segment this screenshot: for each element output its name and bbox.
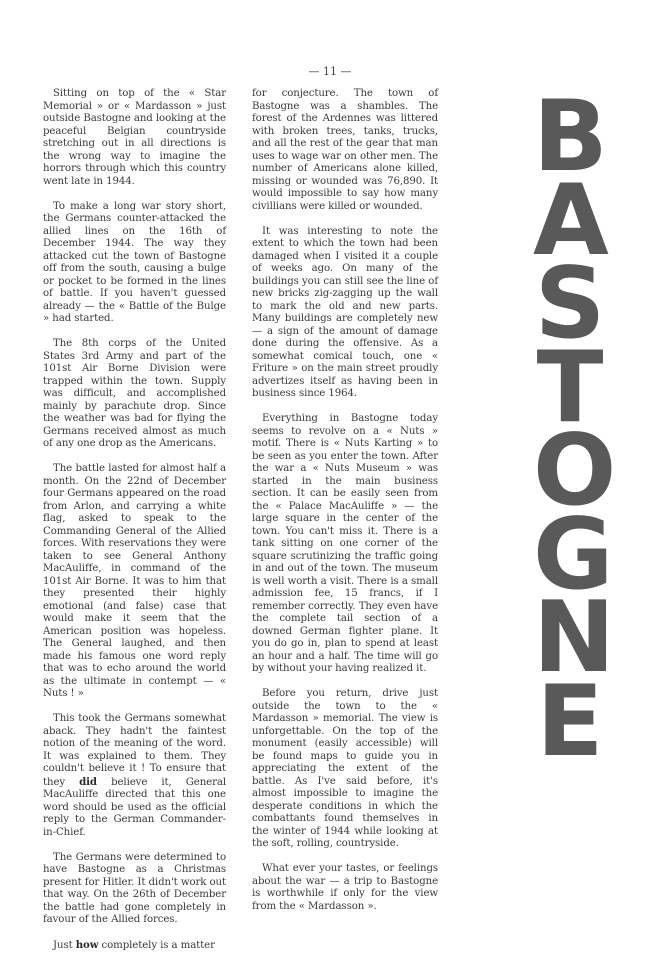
title-letter: A	[533, 163, 609, 278]
text-segment: Just	[53, 940, 76, 951]
paragraph-battle-lasted: The battle lasted for almost half a month. On the 22nd of December four Germans appeared on the road from Arlon, and carrying a white flag, asked to speak to the Commanding General of the Allied forces. With reservations they were taken to see General Anthony MacAuliffe, in command of the 101st Air Borne. It was to him that they presented their highly emotional (and false) case that would make it seem that the American position was hopeless. The General laughed, and then made his famous one word reply that was to echo around the world as the ultimate in contempt — « Nuts ! »	[43, 463, 226, 699]
paragraph-nuts-motif: Everything in Bastogne today seems to revolve on a « Nuts » motif. There is « Nuts Karting » to be seen as you enter the town. After the war a « Nuts Museum » was started in the main business section. It can be easily seen from the « Palace MacAuliffe » — the large square in the center of the town. You can't miss it. There is a tank sitting on one corner of the square scrutinizing the traffic going in and out of the town. The museum is well worth a visit. There is a small admission fee, 15 francs, if I remember correctly. They even have the complete tail section of a downed German fighter plane. It you do go in, plan to spend at least an hour and a half. The time will go by without your having realized it.	[252, 413, 438, 674]
title-letter: T	[536, 330, 604, 445]
text-segment: This took the Germans somewhat aback. They hadn't the faintest notion of the meaning of the word. It was explained to them. They couldn't believe it ! To ensure that they	[43, 713, 226, 788]
title-letter: N	[533, 581, 616, 695]
title-letter: O	[533, 414, 617, 528]
emphasis-how: how	[75, 939, 99, 951]
title-letter: B	[533, 80, 608, 194]
text-segment: completely is a matter	[98, 940, 215, 951]
paragraph-just-how	[43, 939, 226, 953]
paragraph-star-memorial: Sitting on top of the « Star Memorial » or « Mardasson » just outside Bastogne and looking at the peaceful Belgian countryside stretching out in all directions is the wrong way to imagine the horrors through which this country went late in 1944.	[43, 88, 226, 187]
paragraph-christmas-present: The Germans were determined to have Bastogne as a Christmas present for Hitler. It didn't work out that way. On the 26th of December the battle had gone completely in favour of the Allied forces.	[43, 851, 226, 925]
paragraph-conclusion: What ever your tastes, or feelings about the war — a trip to Bastogne is worthwhile if only for the view from the « Mardasson ».	[252, 863, 438, 912]
title-letter: E	[536, 664, 604, 779]
article-column-left	[43, 88, 226, 953]
paragraph-8th-corps: The 8th corps of the United States 3rd Army and part of the 101st Air Borne Division were trapped within the town. Supply was difficult, and accomplished mainly by parachute drop. Since the weather was bad for flying the Germans received almost as much of any one drop as the Americans.	[43, 338, 226, 449]
paragraph-counter-attack: To make a long war story short, the Germans counter-attacked the allied lines on the 16th of December 1944. The way they attacked cut the town of Bastogne off from the south, causing a bulge or pocket to be formed in the lines of battle. If you haven't guessed already — the « Battle of the Bulge » had started.	[43, 200, 226, 324]
vertical-title	[533, 80, 617, 779]
paragraph-germans-aback	[43, 713, 226, 839]
article-column-middle	[252, 88, 438, 913]
text-segment: believe it, General MacAuliffe directed that this one word should be used as the official reply to the German Commander-in-Chief.	[43, 776, 226, 838]
page-number: — 11 —	[308, 65, 352, 78]
title-letter: G	[533, 497, 614, 612]
paragraph-mardasson-memorial: Before you return, drive just outside the town to the « Mardasson » memorial. The view is unforgettable. On the top of the monument (easily accessible) will be found maps to guide you in appreciating the extent of the battle. As I've said before, it's almost impossible to imagine the desperate conditions in which the combattants found themselves in the winter of 1944 while looking at the soft, rolling, countryside.	[252, 688, 438, 849]
emphasis-did: did	[79, 775, 97, 788]
paragraph-conjecture: for conjecture. The town of Bastogne was a shambles. The forest of the Ardennes was littered with broken trees, tanks, trucks, and all the rest of the gear that man uses to wage war on other men. The number of Americans alone killed, missing or wounded was 76,890. It would impossible to say how many civillians were killed or wounded.	[252, 88, 438, 212]
title-letter: S	[534, 247, 606, 361]
paragraph-damage: It was interesting to note the extent to which the town had been damaged when I visited it a couple of weeks ago. On many of the buildings you can still see the line of new bricks zig-zagging up the wall to mark the old and new parts. Many buildings are completely new — a sign of the amount of damage done during the offensive. As a somewhat comical touch, one « Friture » on the main street proudly advertizes itself as having been in business since 1964.	[252, 225, 438, 399]
